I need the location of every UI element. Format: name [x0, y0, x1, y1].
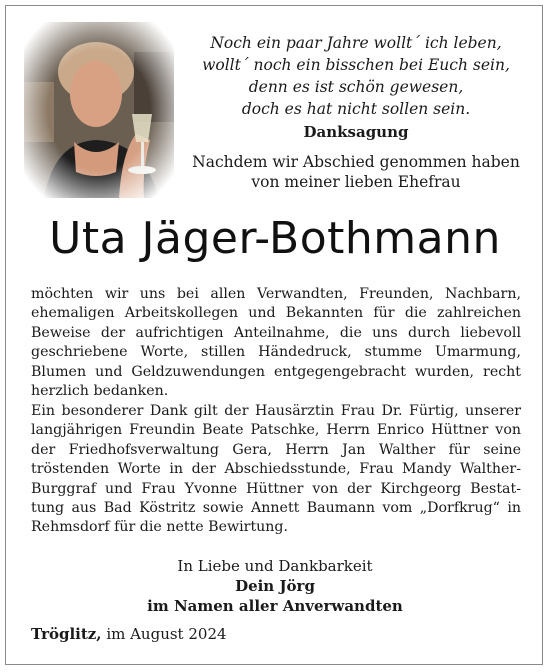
- poem-line: denn es ist schön gewesen,: [248, 78, 464, 96]
- signature-name: Dein Jörg: [235, 577, 315, 595]
- signature-subline: im Namen aller Anverwandten: [147, 597, 403, 615]
- paragraph-line: Beweise der aufrichtigen Anteilnahme, die uns durch liebevoll: [31, 324, 521, 341]
- paragraph-line: langjährigen Freundin Beate Patschke, Herrn Enrico Hüttner von: [31, 422, 521, 439]
- paragraph-line: Rehmsdorf für die nette Bewirtung.: [31, 519, 289, 536]
- portrait-illustration: [24, 22, 174, 198]
- paragraph-line: Blumen und Geldzuwendungen entgegengebracht wurden, recht: [31, 363, 521, 380]
- closing-line: In Liebe und Dankbarkeit: [177, 557, 373, 575]
- paragraph-line: tröstenden Worte in der Abschiedsstunde, Frau Mandy Walther-: [31, 461, 521, 478]
- paragraph-line: Ein besonderer Dank gilt der Hausärztin Frau Dr. Fürtig, unserer: [31, 403, 521, 419]
- intro-text: [188, 152, 524, 192]
- intro-line: von meiner lieben Ehefrau: [251, 173, 461, 191]
- poem-line: Noch ein paar Jahre wollt´ ich leben,: [210, 34, 502, 52]
- poem: [188, 32, 524, 120]
- paragraph-line: möchten wir uns bei allen Verwandten, Freunden, Nachbarn,: [31, 286, 521, 302]
- paragraph-line: Burggraf und Frau Yvonne Hüttner von der Kirchgeorg Bestat-: [31, 480, 521, 497]
- place-date: [31, 624, 227, 644]
- place-town: Tröglitz,: [31, 625, 102, 643]
- paragraph-line: der Friedhofsverwaltung Gera, Herrn Jan Walther für seine: [31, 441, 521, 458]
- thanks-paragraph: [31, 285, 521, 401]
- thanks-heading: Danksagung: [303, 123, 409, 141]
- poem-line: wollt´ noch ein bisschen bei Euch sein,: [202, 56, 510, 74]
- paragraph-line: herzlich bedanken.: [31, 383, 169, 400]
- closing-signature: [0, 556, 550, 616]
- special-thanks-paragraph: [31, 402, 521, 538]
- place-date-text: im August 2024: [101, 625, 227, 643]
- deceased-name: Uta Jäger-Bothmann: [49, 213, 501, 264]
- portrait-photo: [24, 22, 174, 198]
- poem-line: doch es hat nicht sollen sein.: [241, 100, 471, 118]
- intro-line: Nachdem wir Abschied genommen haben: [192, 153, 520, 171]
- paragraph-line: tung aus Bad Köstritz sowie Annett Baumann vom „Dorfkrug“ in: [31, 500, 521, 517]
- paragraph-line: ehemaligen Arbeitskollegen und Bekannten für die zahlreichen: [31, 305, 521, 322]
- paragraph-line: geschriebene Worte, stillen Händedruck, stumme Umarmung,: [31, 344, 521, 361]
